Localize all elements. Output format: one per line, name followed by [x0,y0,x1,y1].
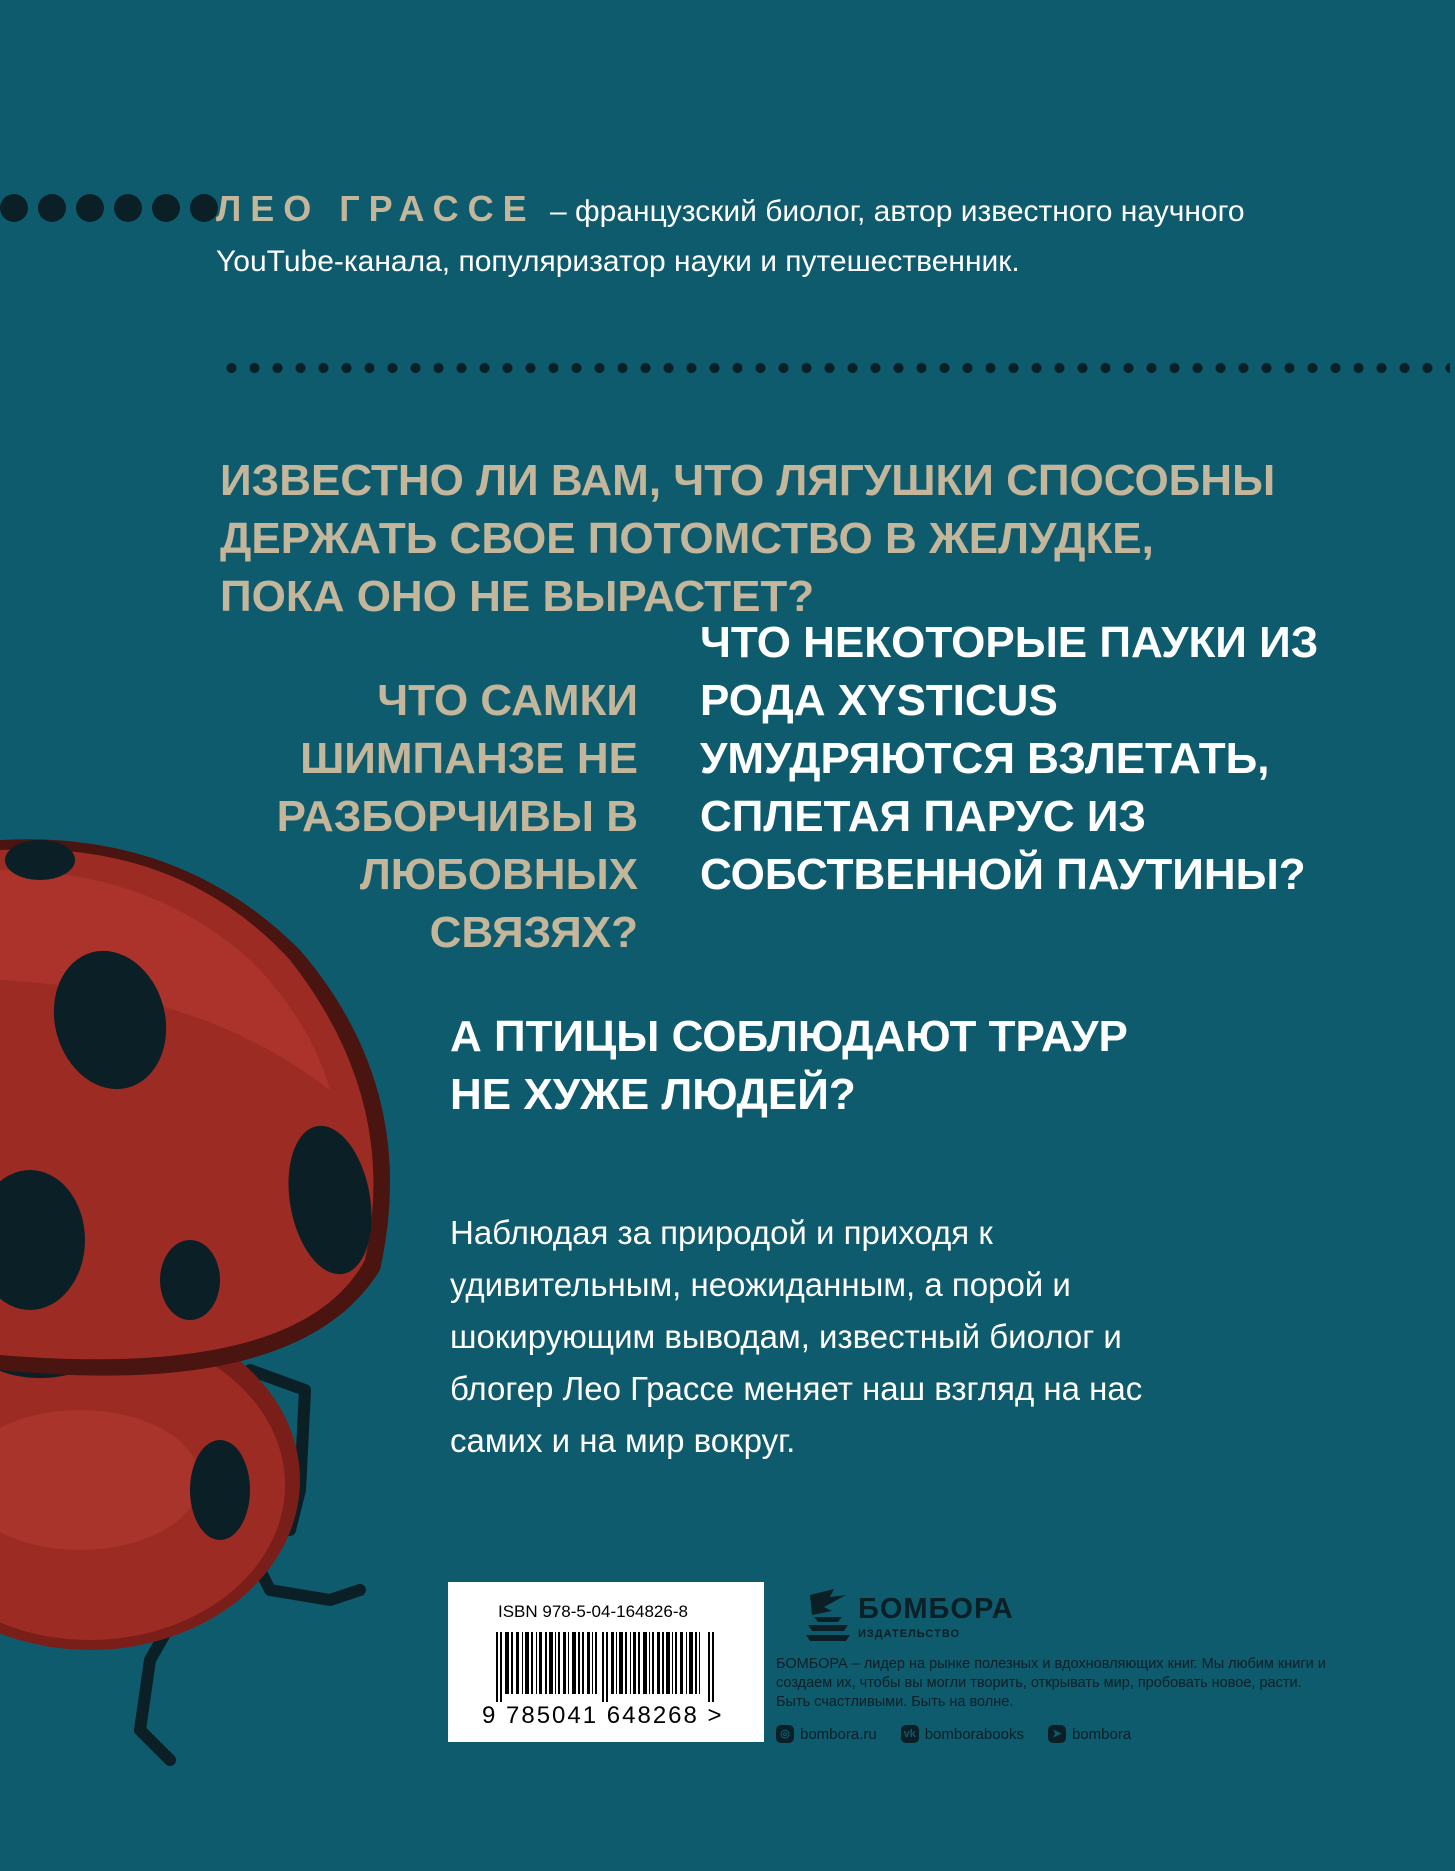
barcode-bars [496,1632,718,1702]
link-website-text: bombora.ru [800,1725,877,1743]
ladybug-illustration [0,830,420,1790]
question-frogs: ИЗВЕСТНО ЛИ ВАМ, ЧТО ЛЯГУШКИ СПОСОБНЫ ДЕРЖАТЬ СВОЕ ПОТОМСТВО В ЖЕЛУДКЕ, ПОКА ОНО НЕ ВЫРАСТЕТ? [220,456,1276,621]
isbn-text: ISBN 978-5-04-164826-8 [498,1602,688,1621]
barcode-label [448,1582,764,1742]
link-telegram[interactable] [1048,1725,1131,1743]
question-chimps: ЧТО САМКИ ШИМПАНЗЕ НЕ РАЗБОРЧИВЫ В ЛЮБОВНЫХ СВЯЗЯХ? [276,676,638,957]
author-description: – французский биолог, автор известного научного YouTube-канала, популяризатор науки и путешественник. [216,195,1245,278]
question-spiders: ЧТО НЕКОТОРЫЕ ПАУКИ ИЗ РОДА XYSTICUS УМУДРЯЮТСЯ ВЗЛЕТАТЬ, СПЛЕТАЯ ПАРУС ИЗ СОБСТВЕННОЙ ПАУТИНЫ? [700,618,1319,899]
author-bio [216,184,1346,287]
author-name: ЛЕО ГРАССЕ [216,188,536,229]
link-website[interactable] [776,1725,877,1743]
link-telegram-text: bombora [1071,1725,1132,1743]
link-vk-text: bomborabooks [924,1725,1024,1743]
dotted-divider [220,362,1450,374]
globe-icon: ◎ [776,1725,794,1743]
bombora-logo-icon [804,1585,852,1645]
telegram-icon: ➤ [1048,1725,1066,1743]
barcode-number: 9 785041 648268 > [482,1702,724,1729]
link-vk[interactable] [901,1725,1024,1743]
book-description: Наблюдая за природой и приходя к удивительным, неожиданным, а порой и шокирующим выводам, известный биолог и блогер Лео Грассе меняет наш взгляд на нас самих и на мир вокруг. [450,1214,1143,1459]
vk-icon: vk [901,1725,919,1743]
publisher-description: БОМБОРА – лидер на рынке полезных и вдохновляющих книг. Мы любим книги и создаем их, чтобы вы могли творить, открывать мир, пробовать новое, расти. Быть счастливыми. Быть на волне. [776,1656,1326,1710]
publisher-links [776,1725,1131,1743]
publisher-name: БОМБОРА [858,1593,1014,1625]
question-birds: А ПТИЦЫ СОБЛЮДАЮТ ТРАУР НЕ ХУЖЕ ЛЮДЕЙ? [450,1012,1128,1119]
publisher-subtitle: ИЗДАТЕЛЬСТВО [858,1628,961,1640]
decorative-dots [0,194,218,222]
